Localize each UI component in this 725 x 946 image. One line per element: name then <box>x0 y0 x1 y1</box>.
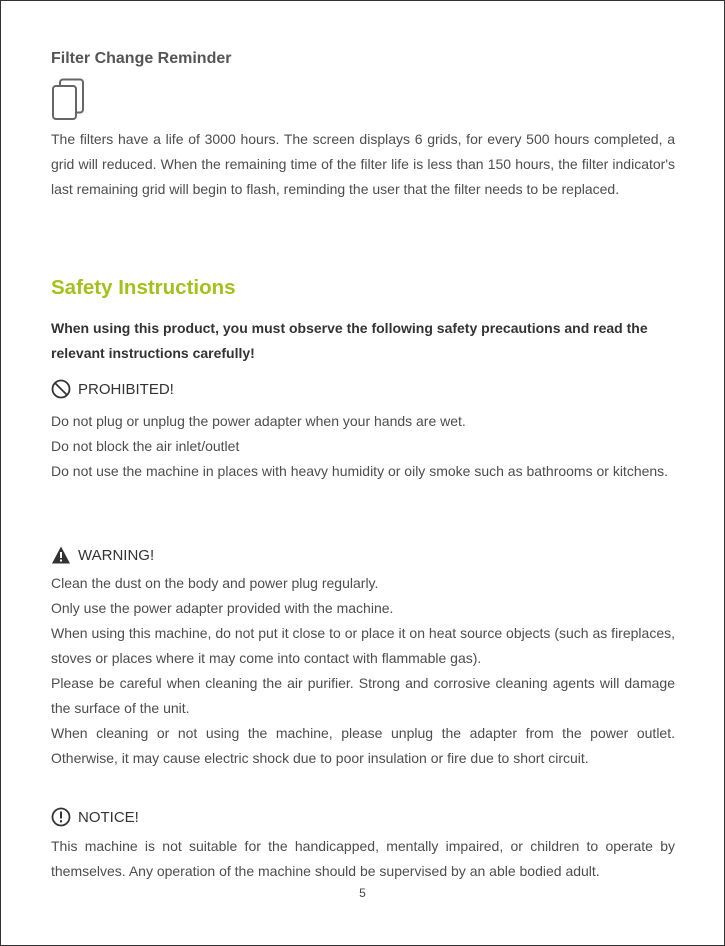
filter-description: The filters have a life of 3000 hours. The screen displays 6 grids, for every 500 hours completed, a grid will reduced. When the remaining time of the filter life is less than 150 hours, the filter indicator's last remaining grid will begin to flash, reminding the user that the filter needs to be replaced. <box>51 131 675 197</box>
filter-pages-icon <box>50 78 86 120</box>
prohibited-list <box>51 409 675 484</box>
warning-heading <box>51 545 154 565</box>
prohibited-label: PROHIBITED! <box>78 380 174 398</box>
list-item: Clean the dust on the body and power plug regularly. <box>51 575 379 591</box>
filter-change-heading: Filter Change Reminder <box>51 50 232 67</box>
safety-intro: When using this product, you must observe the following safety precautions and read the relevant instructions carefully! <box>51 320 648 361</box>
list-item: Please be careful when cleaning the air purifier. Strong and corrosive cleaning agents will damage the surface of the unit. <box>51 675 675 716</box>
notice-icon <box>51 807 71 827</box>
list-item: When using this machine, do not put it close to or place it on heat source objects (such as fireplaces, stoves or places where it may come into contact with flammable gas). <box>51 625 675 666</box>
warning-label: WARNING! <box>78 546 155 564</box>
list-item: Do not plug or unplug the power adapter when your hands are wet. <box>51 413 466 429</box>
notice-heading <box>51 807 139 827</box>
prohibited-heading <box>51 379 174 399</box>
notice-label: NOTICE! <box>78 808 139 826</box>
warning-list <box>51 571 675 771</box>
notice-list <box>51 834 675 884</box>
page-number: 5 <box>359 886 366 900</box>
warning-icon <box>51 545 71 565</box>
prohibited-icon <box>51 379 71 399</box>
list-item: Do not use the machine in places with heavy humidity or oily smoke such as bathrooms or kitchens. <box>51 463 669 479</box>
list-item: This machine is not suitable for the handicapped, mentally impaired, or children to operate by themselves. Any operation of the machine should be supervised by an able bodied adult. <box>51 838 675 879</box>
list-item: When cleaning or not using the machine, please unplug the adapter from the power outlet. Otherwise, it may cause electric shock due to poor insulation or fire due to short circuit. <box>51 725 675 766</box>
list-item: Only use the power adapter provided with the machine. <box>51 600 394 616</box>
safety-instructions-heading: Safety Instructions <box>51 276 236 299</box>
list-item: Do not block the air inlet/outlet <box>51 438 240 454</box>
